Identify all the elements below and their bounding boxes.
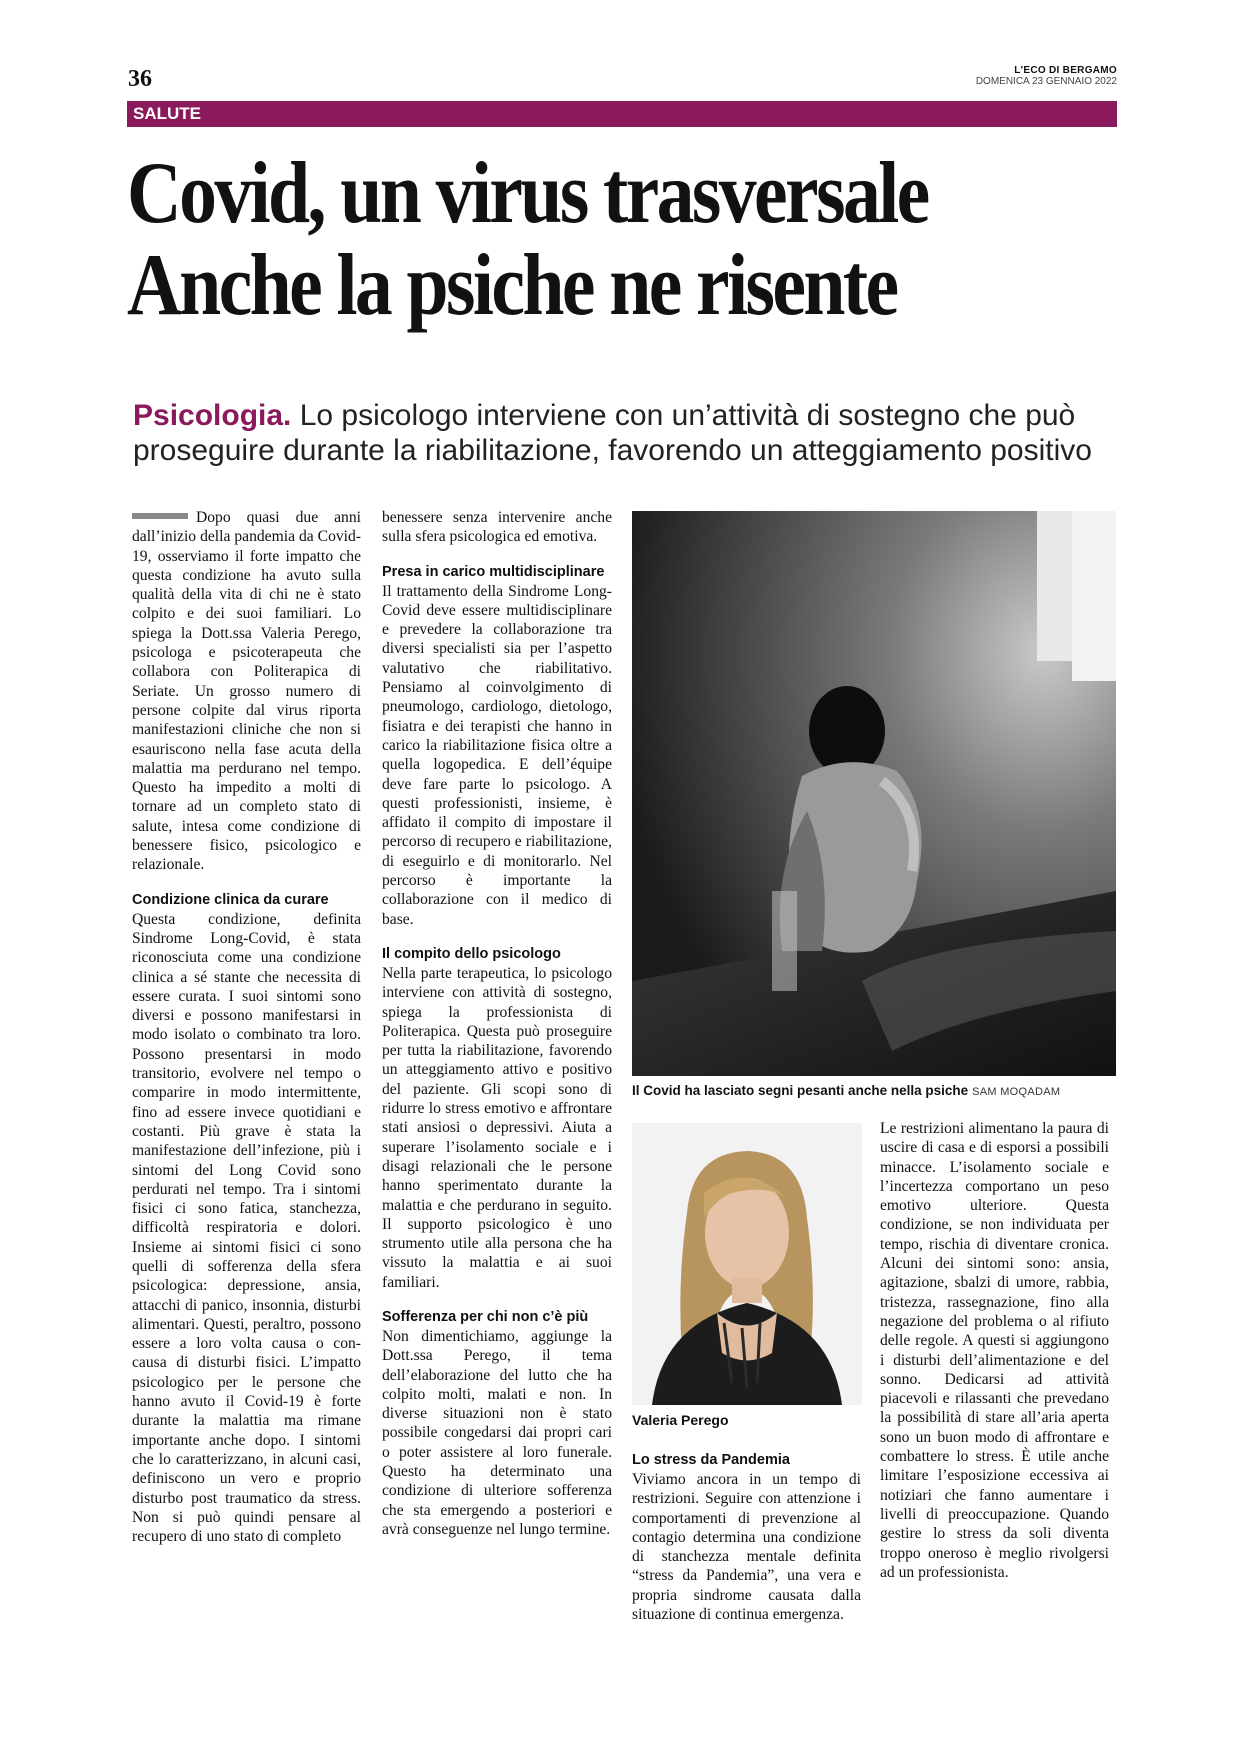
deck-kicker: Psicologia. (133, 399, 292, 432)
subhead-compito-psicologo: Il compito dello psicologo (382, 945, 561, 962)
col1-paragraph-2: Questa condizione, definita Sindrome Long-Covid, è stata riconosciuta come una condizione clinica a sé stante che necessita di essere curata. I suoi sintomi sono diversi e possono manifestarsi in modo isolato o combinato tra loro. Possono presentarsi in modo transitorio, evolvere nel tempo o comparire in modo intermittente, fino ad essere invece quotidiani e costanti. Più grave è stata la manifestazione dell’infezione, più i sintomi del Long Covid sono perdurati nel tempo. Tra i sintomi fisici ci sono fatica, stanchezza, difficoltà respiratoria e dolori. Insieme ai sintomi fisici ci sono quelli di sofferenza della sfera psicologica: depressione, ansia, attacchi di panico, insonnia, disturbi alimentari. Questi, peraltro, possono essere a loro volta causa o con-causa di disturbi fisici. L’impatto psicologico per le persone che hanno avuto il Covid-19 è forte durante la malattia ma rimane importante anche dopo. I sintomi che lo caratterizzano, in alcuni casi, definiscono un vero e proprio disturbo post traumatico da stress. Non si può quindi pensare al recupero di uno stato di completo (132, 910, 361, 1546)
photo-credit: SAM MOQADAM (972, 1086, 1061, 1098)
subhead-condizione-clinica: Condizione clinica da curare (132, 891, 329, 908)
col2-paragraph-2: Il trattamento della Sindrome Long-Covid deve essere multidisciplinare e prevedere la collaborazione tra diversi specialisti sia per l’aspetto valutativo che riabilitativo. Pensiamo al coinvolgimento di pneumologo, cardiologo, dietologo, fisiatra e dei terapisti che hanno in carico la riabilitazione fisica oltre a quella logopedica. E dell’équipe deve fare parte lo psicologo. A questi professionisti, insieme, è affidato il compito di impostare il percorso di recupero e riabilitazione, di eseguirlo e di monitorarlo. Nel percorso è importante la collaborazione con il medico di base. (382, 582, 612, 928)
masthead (976, 65, 1117, 87)
portrait-photo (632, 1123, 862, 1405)
main-photo (632, 511, 1116, 1076)
article-column-1 (132, 508, 361, 1546)
headline-line-1: Covid, un virus trasversale (127, 145, 928, 242)
col1-paragraph-1: Dopo quasi due anni dall’inizio della pandemia da Covid-19, osserviamo il forte impatto che questa condizione ha avuto sulla qualità della vita di chi ne è stato colpito e dei suoi familiari. Lo spiega la Dott.ssa Valeria Perego, psicologa e psicoterapeuta che collabora con Politerapica di Seriate. Un grosso numero di persone colpite dal virus riporta manifestazioni cliniche che non si esauriscono nella fase acuta della malattia ma perdurano nel tempo. Questo ha impedito a molti di tornare ad un completo stato di salute, intesa come condizione di benessere fisico, psicologico e relazionale. (132, 509, 361, 874)
lead-rule (132, 513, 188, 519)
deck-text: Lo psicologo interviene con un’attività di sostegno che può proseguire durante la riabilitazione, favorendo un atteggiamento positivo (133, 399, 1092, 467)
section-label: SALUTE (133, 104, 201, 123)
col2-paragraph-4: Non dimentichiamo, aggiunge la Dott.ssa Perego, il tema dell’elaborazione del lutto che ha colpito molti, malati e non. In diverse situazioni non è stato possibile congedarsi dai propri cari o poter assistere al loro funerale. Questo ha determinato una condizione di ulteriore sofferenza che sta emergendo a posteriori e avrà conseguenze nel lungo termine. (382, 1327, 612, 1538)
col3-paragraph-1: Viviamo ancora in un tempo di restrizioni. Seguire con attenzione i comportamenti di prevenzione al contagio determina una condizione di stanchezza mentale definita “stress da Pandemia”, una vera e propria sindrome causata dalla situazione di continua emergenza. (632, 1471, 861, 1624)
headline-line-2: Anche la psiche ne risente (127, 237, 897, 334)
masthead-title: L'ECO DI BERGAMO (1014, 65, 1117, 76)
col2-paragraph-3: Nella parte terapeutica, lo psicologo interviene con attività di sostegno, spiega la professionista di Politerapica. Questa può proseguire per tutta la riabilitazione, favorendo un atteggiamento attivo e positivo del paziente. Gli scopi sono di ridurre lo stress emotivo e affrontare stati ansiosi o depressivi. Aiuta a superare l’isolamento sociale e i disagi relazionali che le persone hanno sperimentato durante la malattia e che perdurano in seguito. Il supporto psicologico è uno strumento utile alla persona che ha vissuto la malattia e ai suoi familiari. (382, 964, 612, 1291)
article-column-4 (880, 1119, 1109, 1582)
photo-caption (632, 1083, 1116, 1098)
page-number: 36 (128, 66, 152, 92)
col4-paragraph-1: Le restrizioni alimentano la paura di uscire di casa e di esporsi a possibili minacce. L’isolamento sociale e l’incertezza comportano un peso emotivo ulteriore. Questa condizione, se non individuata per tempo, rischia di diventare cronica. Alcuni dei sintomi sono: ansia, agitazione, sbalzi di umore, rabbia, tristezza, rassegnazione, fino alla negazione del problema o al rifiuto delle regole. A questi si aggiungono i disturbi dell’alimentazione e del sonno. Dedicarsi ad attività piacevoli e rilassanti che prevedano la possibilità di stare all’aria aperta sono un buon modo di affrontare e combattere lo stress. È utile anche limitare l’esposizione eccessiva ai notiziari che fanno aumentare i livelli di preoccupazione. Quando gestire lo stress da soli diventa troppo oneroso è meglio rivolgersi ad un professionista. (880, 1120, 1109, 1581)
article-column-3 (632, 1451, 861, 1624)
subhead-sofferenza: Sofferenza per chi non c’è più (382, 1308, 589, 1325)
masthead-date: DOMENICA 23 GENNAIO 2022 (975, 76, 1117, 87)
headline (127, 145, 987, 334)
subhead-stress-pandemia: Lo stress da Pandemia (632, 1452, 790, 1468)
article-column-2 (382, 508, 612, 1539)
photo-caption-text: Il Covid ha lasciato segni pesanti anche nella psiche (632, 1083, 969, 1098)
deck (133, 398, 1118, 468)
portrait-name: Valeria Perego (632, 1412, 729, 1428)
subhead-presa-in-carico: Presa in carico multidisciplinare (382, 563, 605, 580)
col2-paragraph-1: benessere senza intervenire anche sulla sfera psicologica ed emotiva. (382, 509, 612, 546)
section-bar (127, 101, 1117, 127)
